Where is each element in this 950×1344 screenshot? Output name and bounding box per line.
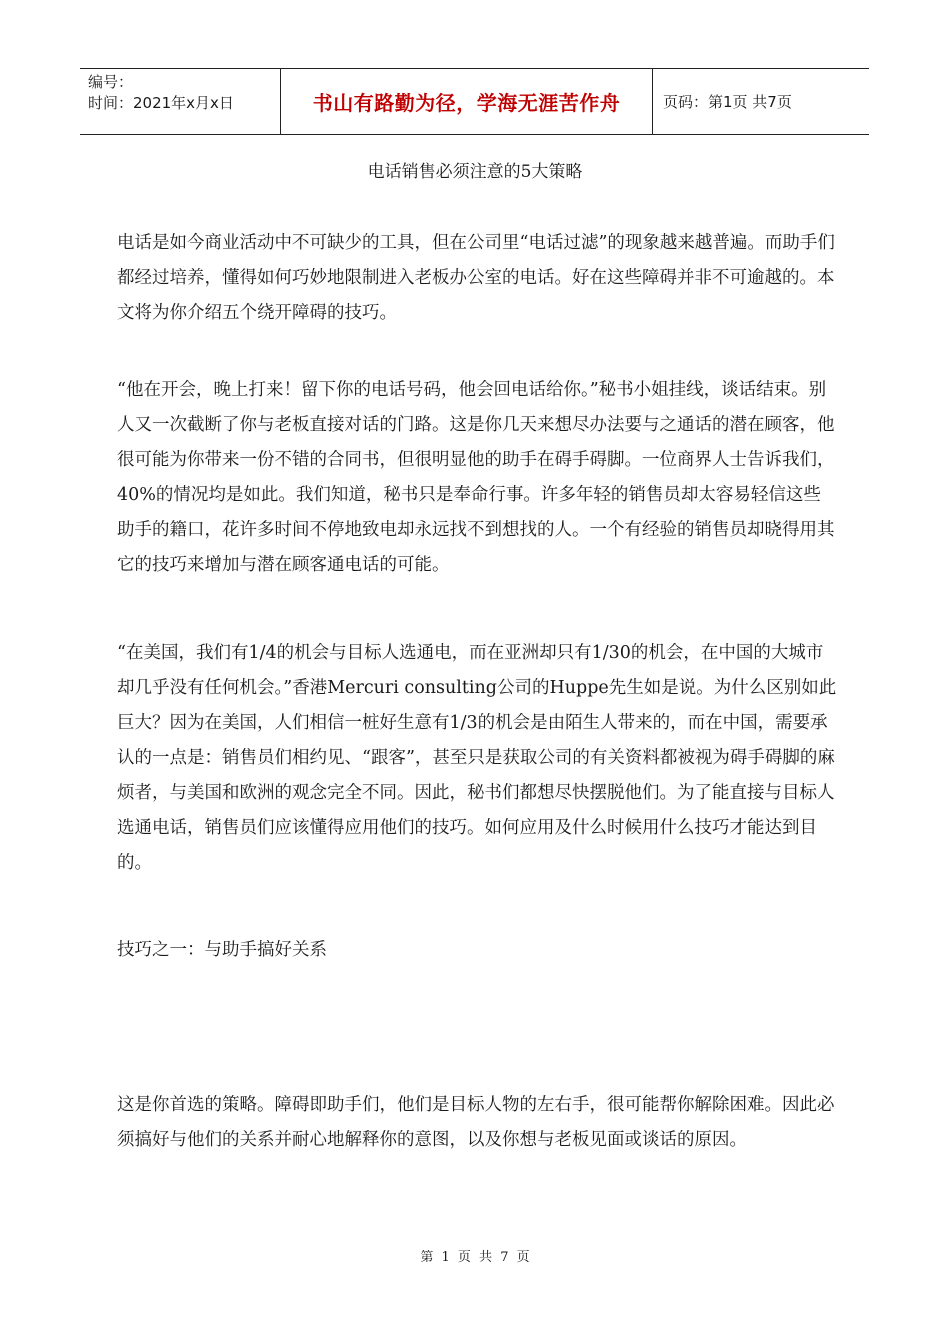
header-number-label: 编号： [88, 73, 134, 91]
paragraph-intro: 电话是如今商业活动中不可缺少的工具，但在公司里“电话过滤”的现象越来越普遍。而助手们都经过培养，懂得如何巧妙地限制进入老板办公室的电话。好在这些障碍并非不可逾越的。本文将为你介绍五个绕开障碍的技巧。 [117, 233, 835, 323]
document-title: 电话销售必须注意的5大策略 [367, 162, 583, 182]
section-heading-tip-one: 技巧之一：与助手搞好关系 [117, 940, 327, 960]
page-footer: 第 1 页 共 7 页 [420, 1250, 530, 1265]
header-page-number: 页码：第1页 共7页 [663, 93, 792, 111]
paragraph-comparison: “在美国，我们有1/4的机会与目标人选通电，而在亚洲却只有1/30的机会，在中国的大城市却几乎没有任何机会。”香港Mercuri consulting公司的Huppe先生如是说。为什么区别如此巨大？因为在美国，人们相信一桩好生意有1/3的机会是由陌生人带来的，而在中国，需要承认的一点是：销售员们相约见、“跟客”，甚至只是获取公司的有关资料都被视为碍手碍脚的麻烦者，与美国和欧洲的观念完全不同。因此，秘书们都想尽快摆脱他们。为了能直接与目标人选通电话，销售员们应该懂得应用他们的技巧。如何应用及什么时候用什么技巧才能达到目的。 [117, 643, 837, 873]
header-motto: 书山有路勤为径，学海无涯苦作舟 [281, 69, 653, 134]
paragraph-example: “他在开会，晚上打来！留下你的电话号码，他会回电话给你。”秘书小姐挂线，谈话结束。别人又一次截断了你与老板直接对话的门路。这是你几天来想尽办法要与之通话的潜在顾客，他很可能为你带来一份不错的合同书，但很明显他的助手在碍手碍脚。一位商界人士告诉我们，40%的情况均是如此。我们知道，秘书只是奉命行事。许多年轻的销售员却太容易轻信这些助手的籍口，花许多时间不停地致电却永远找不到想找的人。一个有经验的销售员却晓得用其它的技巧来增加与潜在顾客通电话的可能。 [117, 380, 835, 575]
header-info-cell [80, 69, 281, 134]
header-date: 时间：2021年x月x日 [88, 94, 234, 112]
paragraph-tip-one: 这是你首选的策略。障碍即助手们，他们是目标人物的左右手，很可能帮你解除困难。因此必须搞好与他们的关系并耐心地解释你的意图，以及你想与老板见面或谈话的原因。 [117, 1095, 835, 1150]
page-header [80, 68, 869, 135]
